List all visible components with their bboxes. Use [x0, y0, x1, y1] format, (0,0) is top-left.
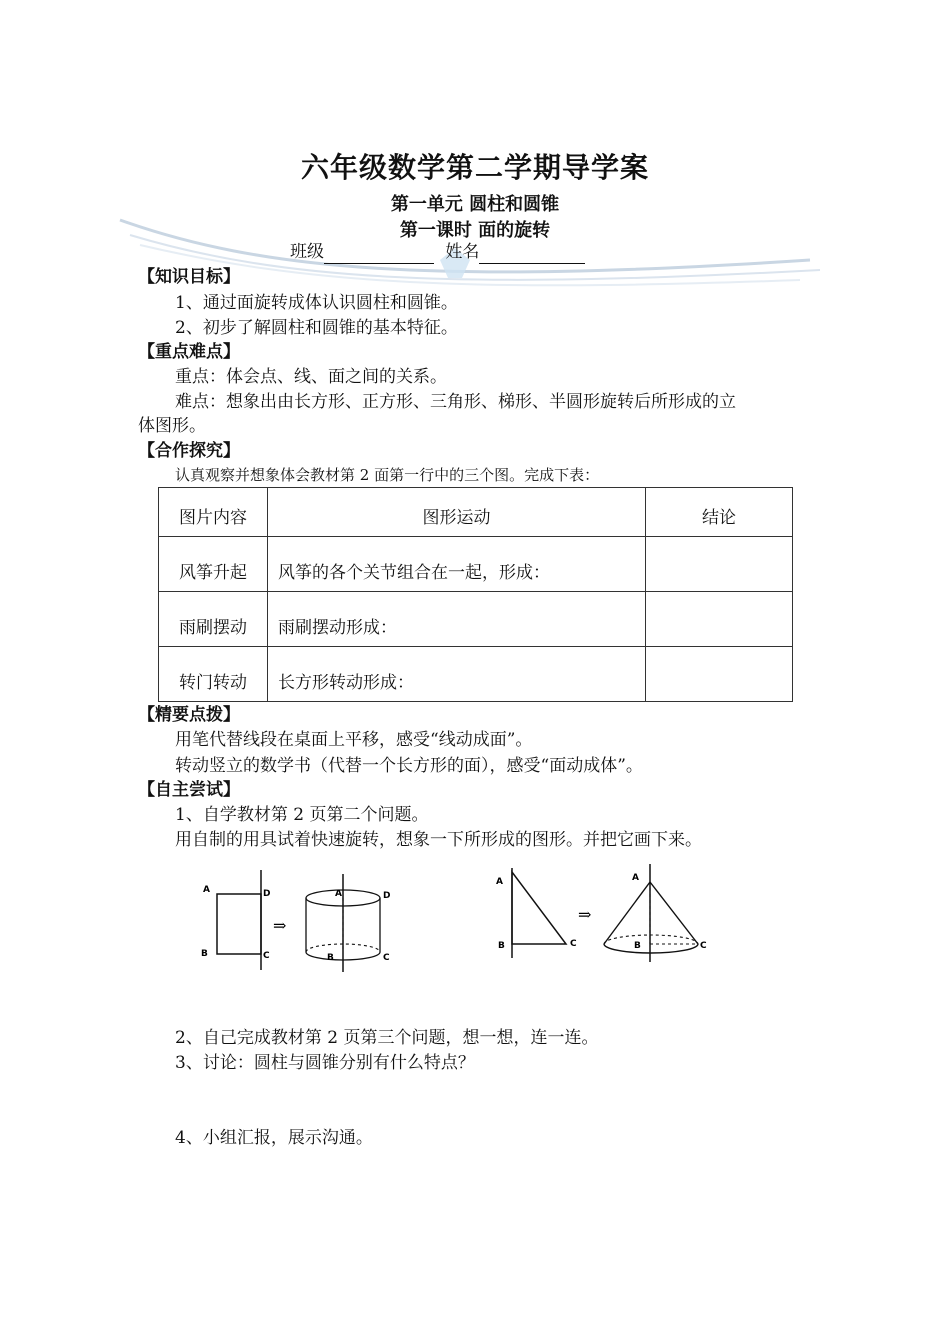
class-label: 班级: [290, 242, 324, 262]
name-blank[interactable]: [479, 245, 585, 264]
triangle-label-c: C: [570, 939, 577, 949]
difficult-point: 难点：想象出由长方形、正方形、三角形、梯形、半圆形旋转后所形成的立: [175, 392, 736, 412]
label-a: A: [203, 885, 210, 895]
label-c: C: [263, 951, 270, 961]
tips-line-1: 用笔代替线段在桌面上平移，感受“线动成面”。: [175, 730, 533, 750]
table-row: [159, 647, 793, 702]
header-conclusion: 结论: [646, 488, 793, 537]
name-label: 姓名: [445, 242, 480, 262]
tips-heading: 【精要点拨】: [138, 705, 240, 725]
triangle-label-b: B: [498, 941, 505, 951]
key-point: 重点：体会点、线、面之间的关系。: [175, 367, 447, 387]
self-heading: 【自主尝试】: [138, 780, 240, 800]
self-q2: 2、自己完成教材第 2 页第三个问题，想一想，连一连。: [175, 1028, 599, 1048]
cone-label-b: B: [634, 941, 641, 951]
knowledge-heading: 【知识目标】: [138, 267, 240, 287]
row-content: 风筝升起: [159, 537, 268, 592]
header-content: 图片内容: [159, 488, 268, 537]
table-row: [159, 537, 793, 592]
rectangle-to-cylinder-figure: [195, 868, 405, 978]
self-q4: 4、小组汇报，展示沟通。: [175, 1128, 373, 1148]
row-motion: 风筝的各个关节组合在一起，形成：: [268, 537, 646, 592]
row-conclusion[interactable]: [646, 592, 793, 647]
self-q1-detail: 用自制的用具试着快速旋转，想象一下所形成的图形。并把它画下来。: [175, 830, 702, 850]
triangle-to-cone-figure: [492, 862, 722, 962]
label-b: B: [201, 949, 208, 959]
table-header-row: [159, 488, 793, 537]
triangle-label-a: A: [496, 877, 503, 887]
arrow-icon: ⇒: [578, 905, 592, 924]
knowledge-item-2: 2、初步了解圆柱和圆锥的基本特征。: [175, 318, 458, 338]
cylinder-label-a: A: [335, 889, 342, 899]
explore-table: [158, 487, 793, 702]
class-blank[interactable]: [324, 245, 434, 264]
class-name-line: [290, 240, 585, 264]
page-title: 六年级数学第二学期导学案: [300, 151, 649, 184]
tips-line-2: 转动竖立的数学书（代替一个长方形的面），感受“面动成体”。: [175, 756, 643, 776]
difficult-point-cont: 体图形。: [138, 416, 206, 436]
row-content: 雨刷摆动: [159, 592, 268, 647]
explore-heading: 【合作探究】: [138, 441, 240, 461]
cylinder-label-d: D: [383, 891, 391, 901]
cylinder-label-c: C: [383, 953, 390, 963]
unit-title: 第一单元 圆柱和圆锥: [390, 194, 560, 215]
cylinder-label-b: B: [327, 953, 334, 963]
cone-label-c: C: [700, 941, 707, 951]
self-q3: 3、讨论：圆柱与圆锥分别有什么特点？: [175, 1053, 475, 1073]
row-conclusion[interactable]: [646, 537, 793, 592]
header-motion: 图形运动: [268, 488, 646, 537]
label-d: D: [263, 889, 271, 899]
explore-instruction: 认真观察并想象体会教材第 2 面第一行中的三个图。完成下表：: [175, 466, 600, 484]
lesson-title: 第一课时 面的旋转: [399, 220, 551, 241]
row-motion: 长方形转动形成：: [268, 647, 646, 702]
table-row: [159, 592, 793, 647]
key-heading: 【重点难点】: [138, 342, 240, 362]
row-motion: 雨刷摆动形成：: [268, 592, 646, 647]
row-conclusion[interactable]: [646, 647, 793, 702]
knowledge-item-1: 1、通过面旋转成体认识圆柱和圆锥。: [175, 293, 458, 313]
cone-label-a: A: [632, 873, 639, 883]
row-content: 转门转动: [159, 647, 268, 702]
self-q1: 1、自学教材第 2 页第二个问题。: [175, 805, 429, 825]
arrow-icon: ⇒: [273, 916, 287, 935]
